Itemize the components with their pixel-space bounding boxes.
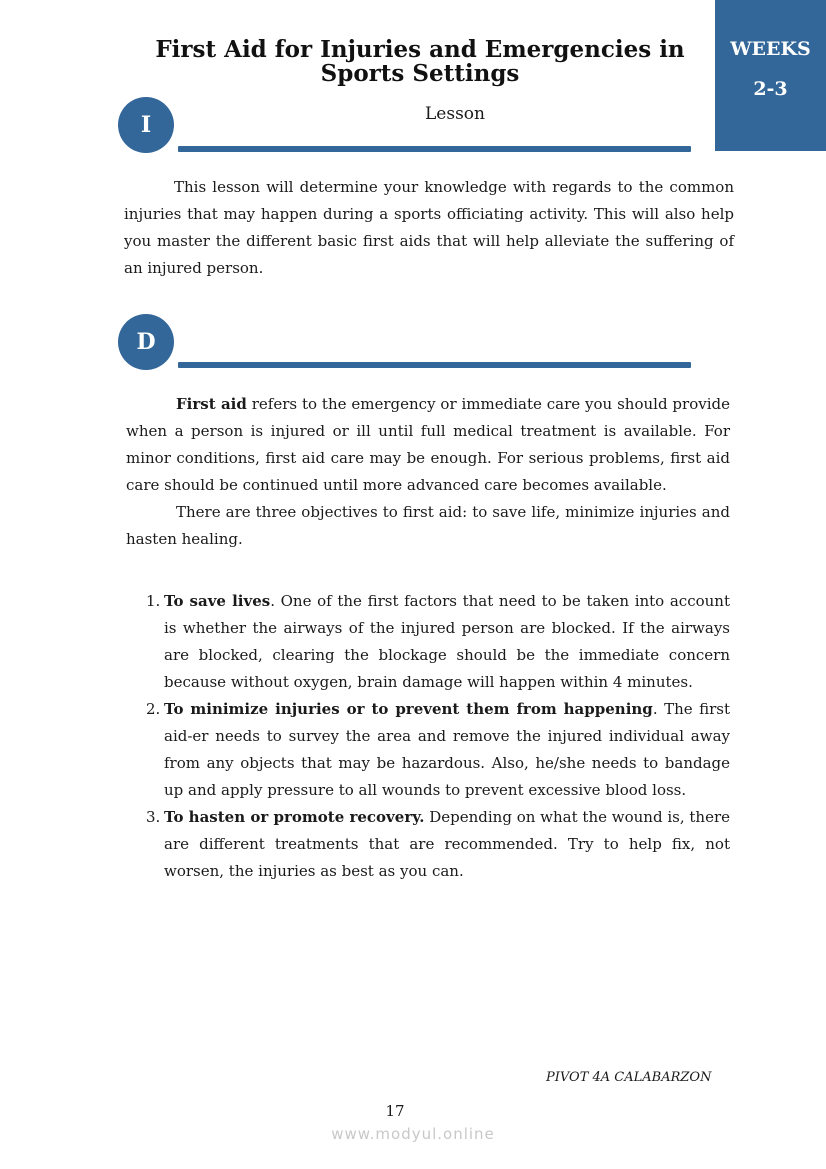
first-aid-definition-text: refers to the emergency or immediate care you should provide when a person is injured or ill until full medical treatment is available. For minor conditions, first aid care may be enough. For serious problems, first aid care should be continued until more advanced care becomes available. [126,395,730,494]
objective-title: To save lives [164,592,271,610]
section-d-divider [178,362,691,368]
first-aid-term: First aid [176,395,247,413]
page-title [120,38,720,86]
objective-text: Depending on what the wound is, there are different treatments that are recommended. Try to help fix, not worsen, the injuries as best as you can. [164,808,731,880]
section-i-divider [178,146,691,152]
title-line-2: Sports Settings [320,60,520,87]
list-item [126,696,730,804]
page-number: 17 [385,1102,405,1120]
footer-credit: PIVOT 4A CALABARZON [546,1070,712,1085]
section-i-label: Lesson [425,104,485,124]
list-item [126,588,730,696]
objectives-intro: There are three objectives to first aid: to save life, minimize injuries and hasten healing. [126,503,730,548]
list-number: 3. [146,808,161,826]
weeks-label: WEEKS [730,38,811,60]
objective-title: To hasten or promote recovery. [164,808,425,826]
lesson-paragraph: This lesson will determine your knowledge with regards to the common injuries that may happen during a sports officiating activity. This will also help you master the different basic first aids that will help alleviate the suffering of an injured person. [124,178,734,277]
section-i-marker: I [118,97,174,153]
first-aid-definition [126,391,730,499]
objective-title: To minimize injuries or to prevent them from happening [164,700,653,718]
objective-text: . The first aid-er needs to survey the area and remove the injured individual away from any objects that may be hazardous. Also, he/she needs to bandage up and apply pressure to all wounds to prevent excessive blood loss. [164,700,730,799]
list-item [126,804,730,885]
list-number: 1. [146,592,161,610]
list-number: 2. [146,700,161,718]
weeks-range: 2-3 [753,78,788,100]
objectives-list [126,588,730,885]
section-d-marker: D [118,314,174,370]
watermark: www.modyul.online [331,1125,495,1143]
objective-text: . One of the first factors that need to be taken into account is whether the airways of the injured person are blocked. If the airways are blocked, clearing the blockage should be the immediate concern because without oxygen, brain damage will happen within 4 minutes. [164,592,730,691]
weeks-badge [715,0,826,151]
title-line-1: First Aid for Injuries and Emergencies in [155,36,685,63]
